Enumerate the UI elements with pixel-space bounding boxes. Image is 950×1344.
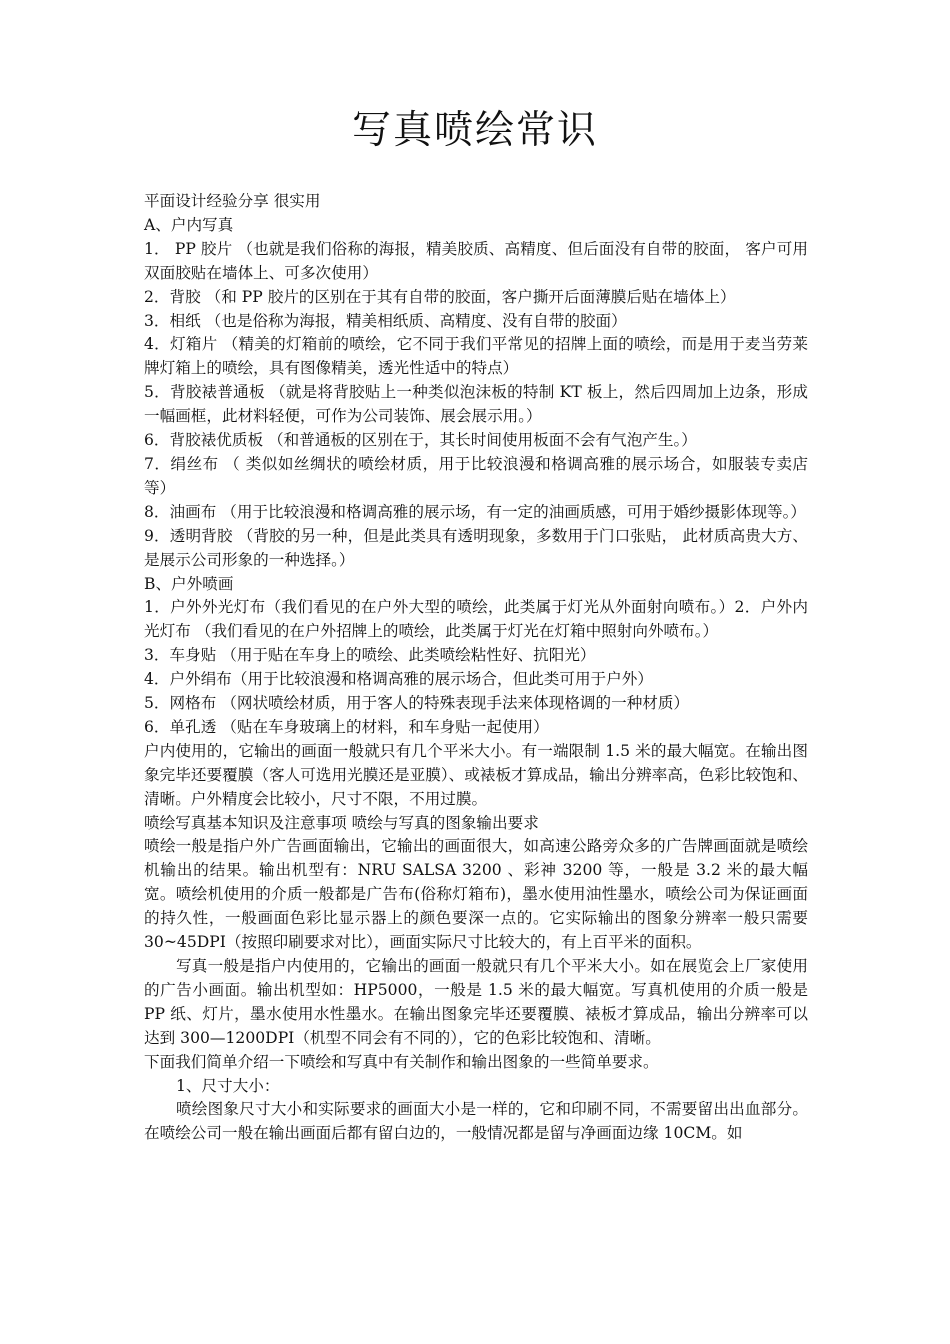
document-body: [144, 190, 808, 1146]
paragraph: 5．背胶裱普通板 （就是将背胶贴上一种类似泡沫板的特制 KT 板上，然后四周加上边条，形成一幅画框，此材料轻便，可作为公司装饰、展会展示用。）: [144, 383, 808, 426]
paragraph: 9．透明背胶 （背胶的另一种，但是此类具有透明现象，多数用于门口张贴， 此材质高贵大方、是展示公司形象的一种选择。）: [144, 526, 808, 569]
paragraph: 1．户外外光灯布（我们看见的在户外大型的喷绘，此类属于灯光从外面射向喷布。）2．户外内光灯布 （我们看见的在户外招牌上的喷绘，此类属于灯光在灯箱中照射向外喷布。）: [144, 598, 808, 641]
paragraph: 2．背胶 （和 PP 胶片的区别在于其有自带的胶面，客户撕开后面薄膜后贴在墙体上）: [144, 287, 736, 306]
paragraph: B、户外喷画: [144, 574, 234, 593]
paragraph: 6．单孔透 （贴在车身玻璃上的材料，和车身贴一起使用）: [144, 717, 549, 736]
paragraph: 4．灯箱片 （精美的灯箱前的喷绘，它不同于我们平常见的招牌上面的喷绘，而是用于麦当劳莱牌灯箱上的喷绘，具有图像精美，透光性适中的特点）: [144, 335, 808, 378]
paragraph: 喷绘写真基本知识及注意事项 喷绘与写真的图象输出要求: [144, 813, 539, 832]
paragraph: 3．相纸 （也是俗称为海报，精美相纸质、高精度、没有自带的胶面）: [144, 311, 627, 330]
paragraph: 平面设计经验分享 很实用: [144, 192, 321, 210]
paragraph: 喷绘图象尺寸大小和实际要求的画面大小是一样的，它和印刷不同，不需要留出出血部分。在喷绘公司一般在输出画面后都有留白边的，一般情况都是留与净画面边缘 10CM。如: [144, 1100, 808, 1143]
page-title: 写真喷绘常识: [351, 108, 598, 153]
paragraph: 写真一般是指户内使用的，它输出的画面一般就只有几个平米大小。如在展览会上厂家使用的广告小画面。输出机型如：HP5000，一般是 1.5 米的最大幅宽。写真机使用的介质一般是 PP 纸、灯片，墨水使用水性墨水。在输出图象完毕还要覆膜、裱板才算成品，输出分辨率可以达到 300—1200DPI（机型不同会有不同的），它的色彩比较饱和、清晰。: [144, 957, 808, 1047]
paragraph: 8．油画布 （用于比较浪漫和格调高雅的展示场，有一定的油画质感，可用于婚纱摄影体现等。）: [144, 502, 807, 521]
paragraph: A、户内写真: [144, 215, 234, 234]
paragraph: 户内使用的，它输出的画面一般就只有几个平米大小。有一端限制 1.5 米的最大幅宽。在输出图象完毕还要覆膜（客人可选用光膜还是亚膜）、或裱板才算成品，输出分辨率高，色彩比较饱和、清晰。户外精度会比较小，尺寸不限，不用过膜。: [144, 741, 808, 808]
paragraph: 喷绘一般是指户外广告画面输出，它输出的画面很大，如高速公路旁众多的广告牌画面就是喷绘机输出的结果。输出机型有：NRU SALSA 3200 、彩神 3200 等，一般是 3.2 米的最大幅宽。喷绘机使用的介质一般都是广告布(俗称灯箱布)，墨水使用油性墨水，喷绘公司为保证画面的持久性，一般画面色彩比显示器上的颜色要深一点的。它实际输出的图象分辨率一般只需要 30~45DPI（按照印刷要求对比），画面实际尺寸比较大的，有上百平米的面积。: [144, 837, 808, 952]
paragraph: 6．背胶裱优质板 （和普通板的区别在于，其长时间使用板面不会有气泡产生。）: [144, 431, 697, 450]
paragraph: 3．车身贴 （用于贴在车身上的喷绘、此类喷绘粘性好、抗阳光）: [144, 646, 596, 665]
paragraph: 7．绢丝布 （ 类似如丝绸状的喷绘材质，用于比较浪漫和格调高雅的展示场合，如服装专卖店等）: [144, 454, 808, 497]
paragraph: 5．网格布 （网状喷绘材质，用于客人的特殊表现手法来体现格调的一种材质）: [144, 694, 690, 713]
paragraph: 1． PP 胶片 （也就是我们俗称的海报，精美胶质、高精度、但后面没有自带的胶面， 客户可用双面胶贴在墙体上、可多次使用）: [144, 239, 808, 282]
paragraph: 下面我们简单介绍一下喷绘和写真中有关制作和输出图象的一些简单要求。: [144, 1052, 659, 1071]
paragraph: 1、尺寸大小：: [176, 1076, 280, 1095]
paragraph: 4．户外绢布（用于比较浪漫和格调高雅的展示场合，但此类可用于户外）: [144, 670, 653, 689]
